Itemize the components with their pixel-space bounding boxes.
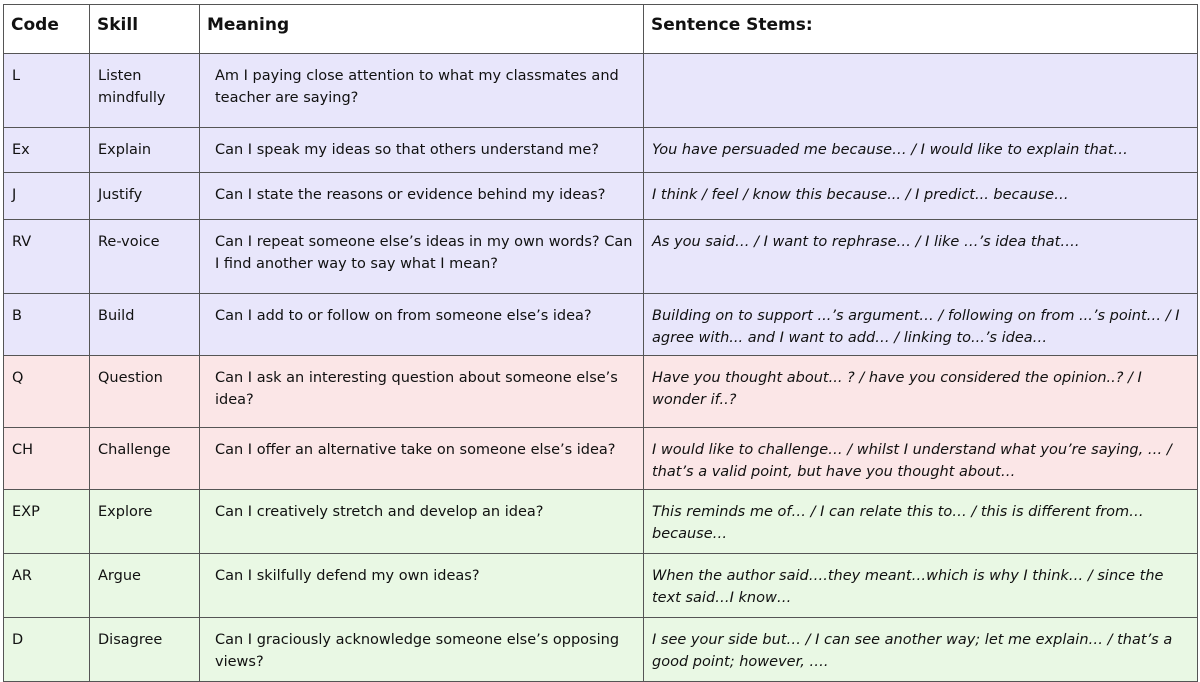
skill-cell: Build — [90, 294, 200, 356]
code-cell: L — [4, 54, 90, 128]
header-row — [4, 5, 1198, 54]
sentence-stems-cell: When the author said….they meant…which is why I think… / since the text said…I know… — [644, 554, 1198, 618]
skill-cell: Challenge — [90, 428, 200, 490]
header-meaning: Meaning — [200, 5, 644, 54]
skill-cell: Explain — [90, 128, 200, 173]
skill-cell: Justify — [90, 173, 200, 220]
skill-cell: Argue — [90, 554, 200, 618]
skill-cell: Explore — [90, 490, 200, 554]
skill-cell: Disagree — [90, 618, 200, 682]
table-row — [4, 54, 1198, 128]
sentence-stems-cell: Have you thought about... ? / have you considered the opinion..? / I wonder if..? — [644, 356, 1198, 428]
code-cell: Ex — [4, 128, 90, 173]
meaning-cell: Can I skilfully defend my own ideas? — [200, 554, 644, 618]
header-sentence-stems: Sentence Stems: — [644, 5, 1198, 54]
skill-cell: Listen mindfully — [90, 54, 200, 128]
code-cell: AR — [4, 554, 90, 618]
code-cell: D — [4, 618, 90, 682]
meaning-cell: Can I graciously acknowledge someone else’s opposing views? — [200, 618, 644, 682]
sentence-stems-cell: I would like to challenge… / whilst I understand what you’re saying, … / that’s a valid point, but have you thought about… — [644, 428, 1198, 490]
meaning-cell: Can I add to or follow on from someone else’s idea? — [200, 294, 644, 356]
sentence-stems-cell: You have persuaded me because… / I would like to explain that… — [644, 128, 1198, 173]
meaning-cell: Am I paying close attention to what my classmates and teacher are saying? — [200, 54, 644, 128]
code-cell: EXP — [4, 490, 90, 554]
code-cell: J — [4, 173, 90, 220]
table-row — [4, 356, 1198, 428]
sentence-stems-cell: I think / feel / know this because... / I predict... because… — [644, 173, 1198, 220]
sentence-stems-cell — [644, 54, 1198, 128]
sentence-stems-cell: Building on to support ...’s argument… / following on from ...’s point… / I agree with... and I want to add… / linking to...’s idea… — [644, 294, 1198, 356]
sentence-stems-cell: As you said… / I want to rephrase… / I like …’s idea that…. — [644, 220, 1198, 294]
meaning-cell: Can I state the reasons or evidence behind my ideas? — [200, 173, 644, 220]
table-row — [4, 220, 1198, 294]
meaning-cell: Can I repeat someone else’s ideas in my own words? Can I find another way to say what I mean? — [200, 220, 644, 294]
table-row — [4, 428, 1198, 490]
table-row — [4, 294, 1198, 356]
skill-cell: Question — [90, 356, 200, 428]
table-row — [4, 173, 1198, 220]
oracy-skills-table — [3, 4, 1198, 682]
table-row — [4, 618, 1198, 682]
code-cell: Q — [4, 356, 90, 428]
header-code: Code — [4, 5, 90, 54]
code-cell: CH — [4, 428, 90, 490]
code-cell: RV — [4, 220, 90, 294]
sentence-stems-cell: I see your side but… / I can see another way; let me explain… / that’s a good point; however, …. — [644, 618, 1198, 682]
meaning-cell: Can I ask an interesting question about someone else’s idea? — [200, 356, 644, 428]
sentence-stems-cell: This reminds me of… / I can relate this to… / this is different from…because… — [644, 490, 1198, 554]
meaning-cell: Can I speak my ideas so that others understand me? — [200, 128, 644, 173]
meaning-cell: Can I creatively stretch and develop an idea? — [200, 490, 644, 554]
code-cell: B — [4, 294, 90, 356]
table-row — [4, 490, 1198, 554]
skill-cell: Re-voice — [90, 220, 200, 294]
header-skill: Skill — [90, 5, 200, 54]
table-row — [4, 554, 1198, 618]
table-row — [4, 128, 1198, 173]
meaning-cell: Can I offer an alternative take on someone else’s idea? — [200, 428, 644, 490]
